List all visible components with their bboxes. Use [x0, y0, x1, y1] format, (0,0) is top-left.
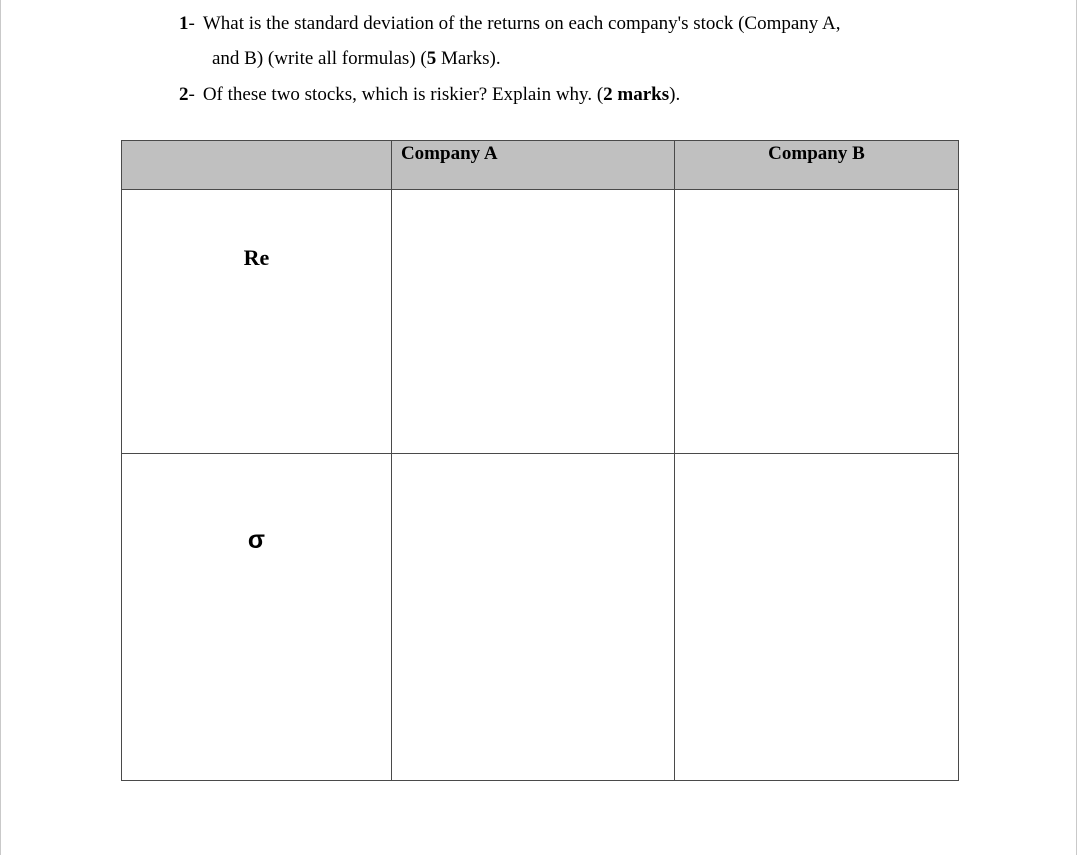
table-row	[122, 190, 959, 454]
header-company-a: Company A	[391, 141, 674, 190]
question-text: What is the standard deviation of the returns on each company's stock (Company A,	[202, 13, 841, 34]
question-1: 1- What is the standard deviation of the returns on each company's stock (Company A,	[179, 13, 841, 34]
answer-cell-re-company-b[interactable]	[674, 190, 958, 454]
row-label-sigma: σ	[247, 526, 266, 554]
row-label-cell	[122, 454, 392, 781]
answer-cell-sigma-company-b[interactable]	[674, 454, 958, 781]
answer-table	[121, 140, 959, 781]
row-label-re: Re	[243, 245, 270, 270]
question-2: 2- Of these two stocks, which is riskier? Explain why. (2 marks).	[179, 84, 681, 105]
question-number: 2	[179, 84, 189, 105]
marks-value: 2 marks	[603, 84, 670, 105]
answer-cell-re-company-a[interactable]	[391, 190, 674, 454]
marks-value: 5	[426, 48, 437, 69]
header-corner-cell	[122, 141, 392, 190]
question-1-continued: and B) (write all formulas) (5 Marks).	[212, 48, 501, 69]
header-company-b: Company B	[674, 141, 958, 190]
row-label-cell	[122, 190, 392, 454]
table-header-row	[122, 141, 959, 190]
table-row	[122, 454, 959, 781]
question-text: Of these two stocks, which is riskier? Explain why. (	[202, 84, 604, 105]
answer-cell-sigma-company-a[interactable]	[391, 454, 674, 781]
question-number: 1	[179, 13, 189, 34]
